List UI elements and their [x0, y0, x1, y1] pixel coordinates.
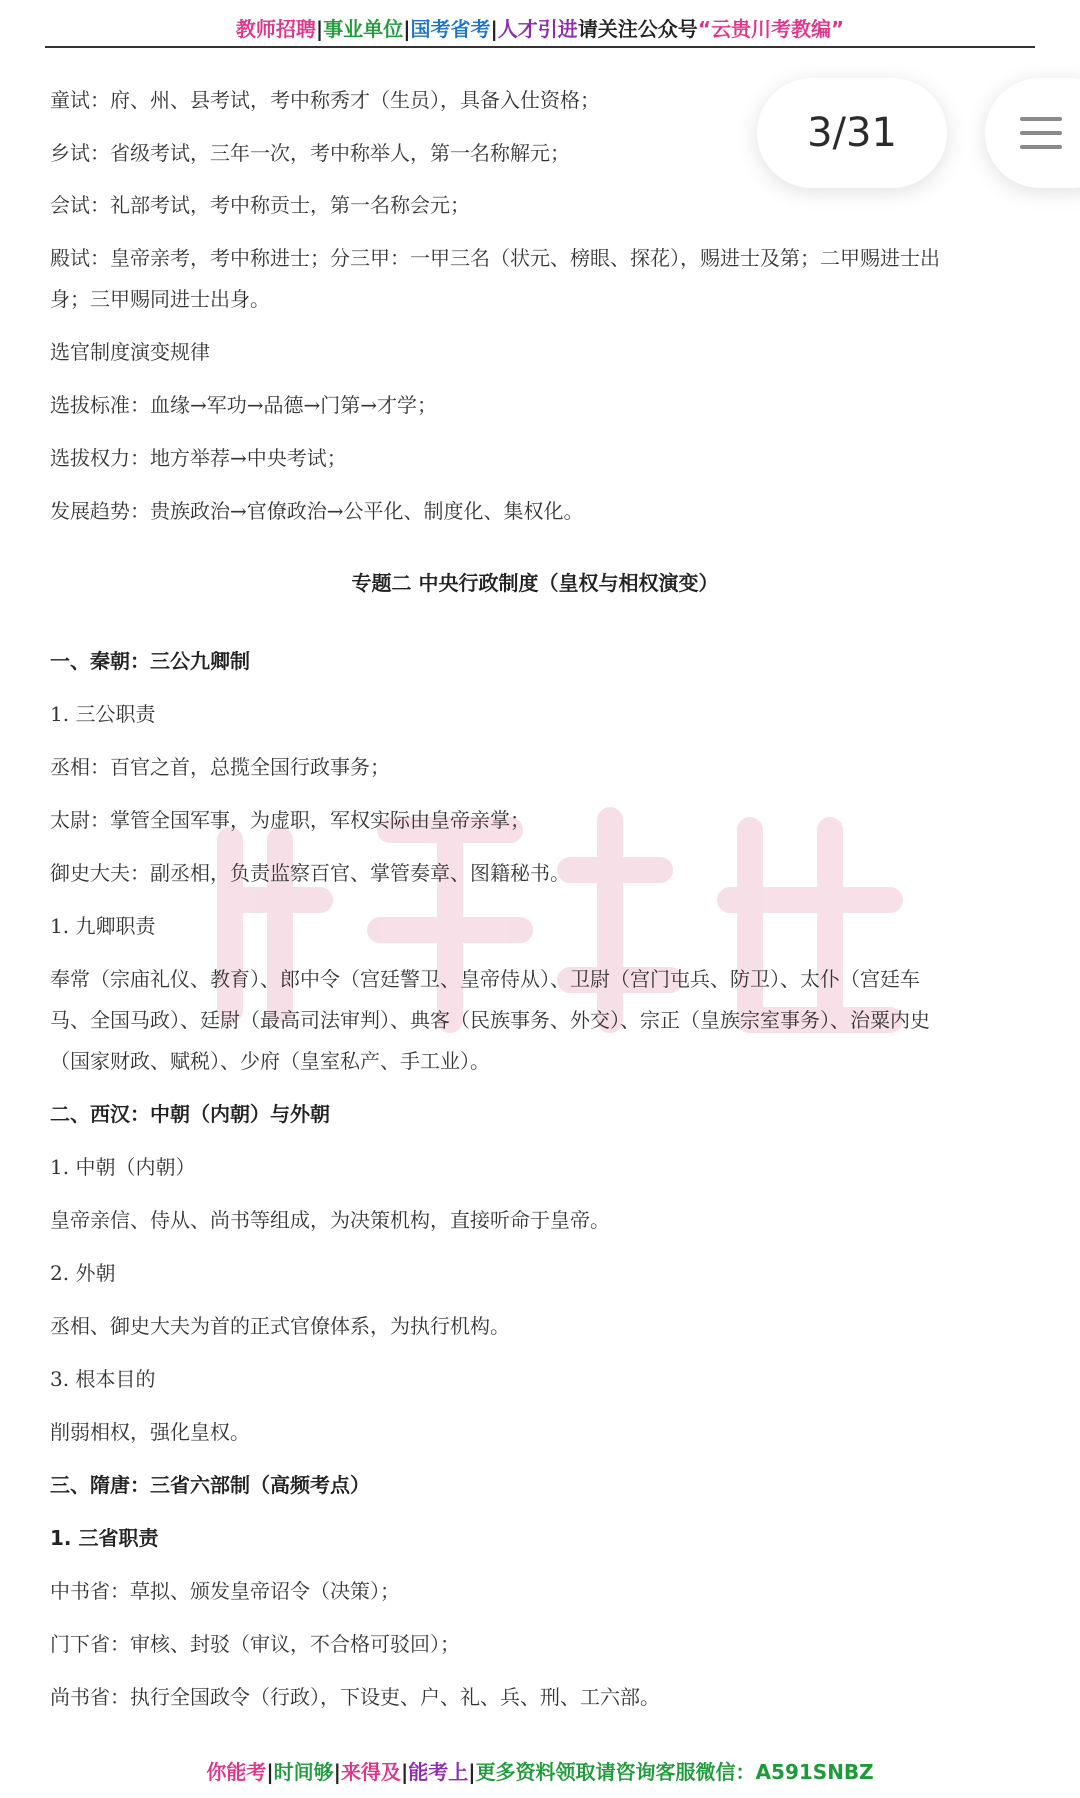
footer-sep: |: [266, 1760, 274, 1784]
subheading: 1. 中朝（内朝）: [50, 1155, 196, 1179]
header-part-teacher: 教师招聘: [235, 17, 316, 41]
page-header: [45, 10, 1035, 48]
text-line: 中书省：草拟、颁发皇帝诏令（决策）；: [50, 1579, 400, 1603]
text-line: 马、全国马政）、廷尉（最高司法审判）、典客（民族事务、外交）、宗正（皇族宗室事务）、治粟内史: [50, 1008, 930, 1032]
text-line: （国家财政、赋税）、少府（皇室私产、手工业）。: [50, 1049, 490, 1073]
footer-part: 时间够: [273, 1760, 334, 1784]
header-sep: |: [403, 17, 411, 41]
header-part-civil-exam: 国考省考: [410, 17, 491, 41]
text-line: 乡试：省级考试，三年一次，考中称举人，第一名称解元；: [50, 141, 570, 165]
menu-button[interactable]: [985, 78, 1080, 188]
header-sep: |: [490, 17, 498, 41]
text-line: 太尉：掌管全国军事，为虚职，军权实际由皇帝亲掌；: [50, 808, 530, 832]
text-line: 选拔标准：血缘→军功→品德→门第→才学；: [50, 393, 438, 417]
header-follow-text: 请关注公众号: [577, 17, 698, 41]
header-account-name: “云贵川考教编”: [697, 17, 845, 41]
footer-sep: |: [400, 1760, 409, 1784]
footer-sep: |: [468, 1760, 476, 1784]
footer-part: 能考上: [408, 1760, 469, 1784]
subheading: 1. 三省职责: [50, 1526, 159, 1550]
section-heading: 二、西汉：中朝（内朝）与外朝: [50, 1102, 330, 1126]
text-line: 会试：礼部考试，考中称贡士，第一名称会元；: [50, 193, 470, 217]
text-line: 尚书省：执行全国政令（行政），下设吏、户、礼、兵、刑、工六部。: [50, 1685, 660, 1709]
text-line: 选官制度演变规律: [50, 340, 210, 364]
header-sep: |: [315, 17, 324, 41]
footer-sep: |: [333, 1760, 341, 1784]
text-line: 身；三甲赐同进士出身。: [50, 287, 270, 311]
section-heading: 三、隋唐：三省六部制（高频考点）: [50, 1473, 370, 1497]
text-line: 削弱相权，强化皇权。: [50, 1420, 250, 1444]
header-part-talent: 人才引进: [497, 17, 578, 41]
footer-contact: 更多资料领取请咨询客服微信：A591SNBZ: [475, 1760, 874, 1784]
text-line: 皇帝亲信、侍从、尚书等组成，为决策机构，直接听命于皇帝。: [50, 1208, 610, 1232]
section-heading: 一、秦朝：三公九卿制: [50, 649, 250, 673]
subheading: 1. 九卿职责: [50, 914, 156, 938]
page-footer: [0, 1752, 1080, 1792]
text-line: 发展趋势：贵族政治→官僚政治→公平化、制度化、集权化。: [50, 499, 584, 523]
text-line: 选拔权力：地方举荐→中央考试；: [50, 446, 347, 470]
page-indicator[interactable]: [757, 78, 947, 188]
text-line: 门下省：审核、封驳（审议，不合格可驳回）；: [50, 1632, 460, 1656]
text-line: 御史大夫：副丞相，负责监察百官、掌管奏章、图籍秘书。: [50, 861, 570, 885]
subheading: 1. 三公职责: [50, 702, 156, 726]
footer-part: 你能考: [206, 1760, 267, 1784]
subheading: 2. 外朝: [50, 1261, 116, 1285]
text-line: 童试：府、州、县考试，考中称秀才（生员），具备入仕资格；: [50, 88, 600, 112]
header-part-public-institution: 事业单位: [323, 17, 404, 41]
text-line: 丞相：百官之首，总揽全国行政事务；: [50, 755, 390, 779]
footer-part: 来得及: [340, 1760, 401, 1784]
text-line: 殿试：皇帝亲考，考中称进士；分三甲：一甲三名（状元、榜眼、探花），赐进士及第；二甲赐进士出: [50, 246, 940, 270]
subheading: 3. 根本目的: [50, 1367, 156, 1391]
text-line: 丞相、御史大夫为首的正式官僚体系，为执行机构。: [50, 1314, 510, 1338]
page-indicator-label: 3/31: [807, 110, 897, 156]
topic-title: 专题二 中央行政制度（皇权与相权演变）: [351, 571, 719, 595]
text-line: 奉常（宗庙礼仪、教育）、郎中令（宫廷警卫、皇帝侍从）、卫尉（宫门屯兵、防卫）、太仆（宫廷车: [50, 967, 920, 991]
